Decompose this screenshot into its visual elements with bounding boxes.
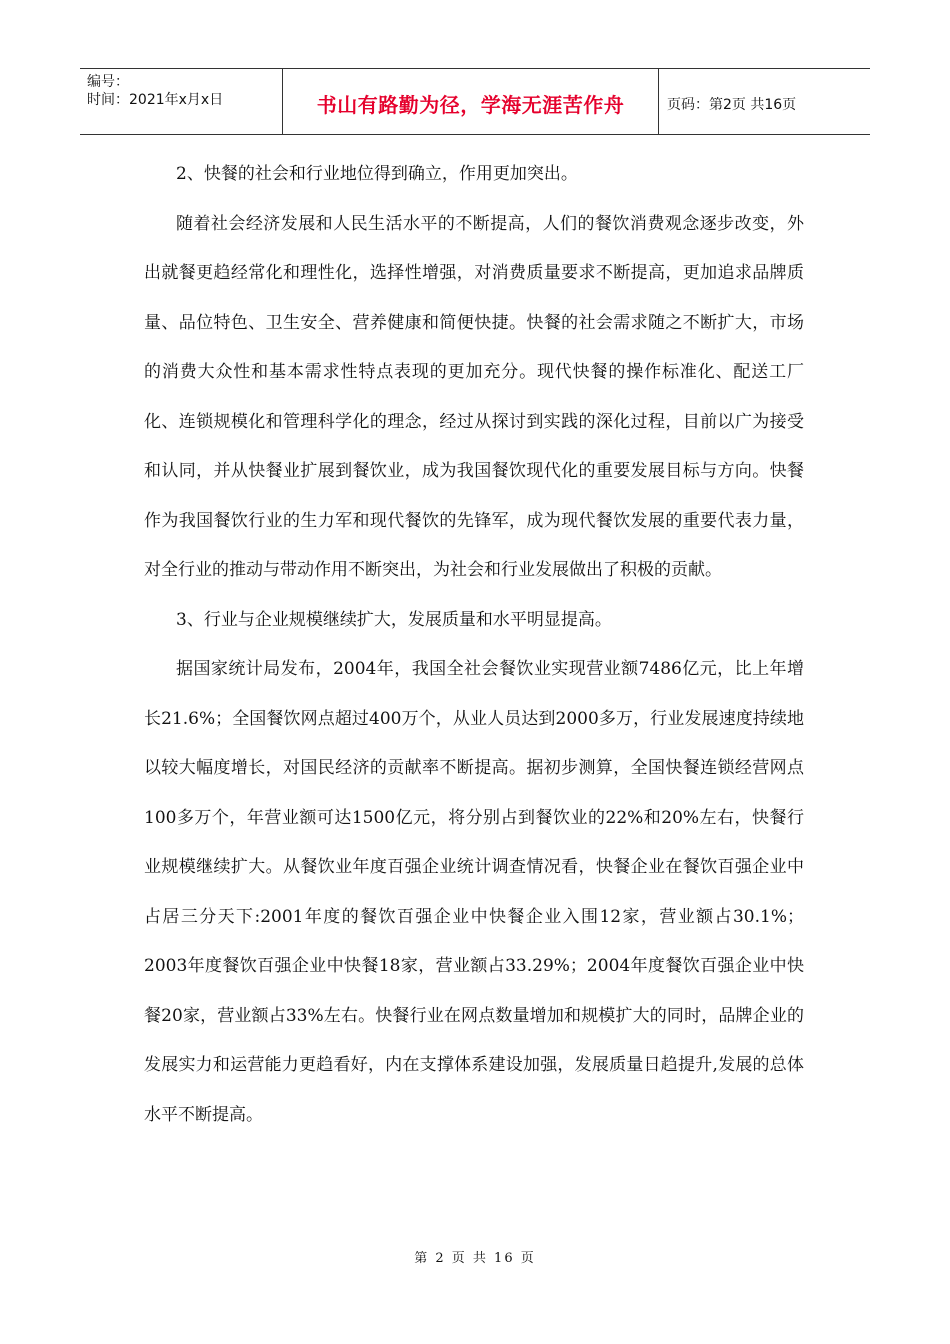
- section-heading-3: 3、行业与企业规模继续扩大，发展质量和水平明显提高。: [176, 609, 612, 630]
- section-heading-2: 2、快餐的社会和行业地位得到确立，作用更加突出。: [176, 164, 578, 184]
- document-header: [80, 68, 870, 135]
- body-paragraph: 随着社会经济发展和人民生活水平的不断提高，人们的餐饮消费观念逐步改变，外出就餐更趋经常化和理性化，选择性增强，对消费质量要求不断提高，更加追求品牌质量、品位特色、卫生安全、营养健康和简便快捷。快餐的社会需求随之不断扩大，市场的消费大众性和基本需求性特点表现的更加充分。现代快餐的操作标准化、配送工厂化、连锁规模化和管理科学化的理念，经过从探讨到实践的深化过程，目前以广为接受和认同，并从快餐业扩展到餐饮业，成为我国餐饮现代化的重要发展目标与方向。快餐作为我国餐饮行业的生力军和现代餐饮的先锋军，成为现代餐饮发展的重要代表力量，对全行业的推动与带动作用不断突出，为社会和行业发展做出了积极的贡献。: [144, 213, 804, 580]
- document-number-label: 编号：: [87, 74, 129, 90]
- page-footer: 第 2 页 共 16 页: [414, 1251, 536, 1266]
- document-body: [144, 150, 804, 1140]
- header-motto-cell: [283, 69, 659, 134]
- header-page-cell: [659, 69, 870, 134]
- header-meta-cell: [80, 69, 283, 134]
- header-page-number: 页码：第2页 共16页: [667, 96, 797, 113]
- document-time-label: 时间：2021年x月x日: [87, 92, 224, 108]
- body-paragraph: 据国家统计局发布，2004年，我国全社会餐饮业实现营业额7486亿元，比上年增长21.6%；全国餐饮网点超过400万个，从业人员达到2000多万，行业发展速度持续地以较大幅度增长，对国民经济的贡献率不断提高。据初步测算，全国快餐连锁经营网点100多万个，年营业额可达1500亿元，将分别占到餐饮业的22%和20%左右，快餐行业规模继续扩大。从餐饮业年度百强企业统计调查情况看，快餐企业在餐饮百强企业中占居三分天下:2001年度的餐饮百强企业中快餐企业入围12家，营业额占30.1%；2003年度餐饮百强企业中快餐18家，营业额占33.29%；2004年度餐饮百强企业中快餐20家，营业额占33%左右。快餐行业在网点数量增加和规模扩大的同时，品牌企业的发展实力和运营能力更趋看好，内在支撑体系建设加强，发展质量日趋提升,发展的总体水平不断提高。: [144, 659, 804, 1125]
- header-motto: 书山有路勤为径，学海无涯苦作舟: [316, 93, 625, 117]
